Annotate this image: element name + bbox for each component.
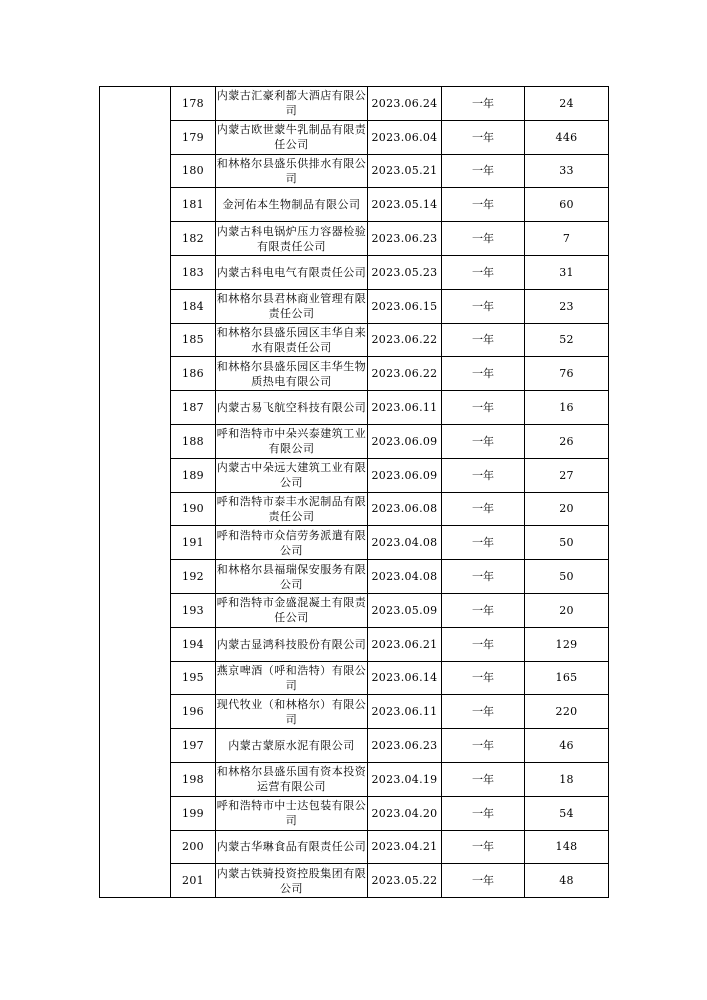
count-cell: 48 xyxy=(525,864,609,898)
count-cell: 446 xyxy=(525,120,609,154)
date-cell: 2023.06.09 xyxy=(368,458,442,492)
row-number-cell: 189 xyxy=(171,458,216,492)
term-cell: 一年 xyxy=(442,323,525,357)
count-cell: 7 xyxy=(525,222,609,256)
date-cell: 2023.06.15 xyxy=(368,289,442,323)
term-cell: 一年 xyxy=(442,222,525,256)
row-number-cell: 179 xyxy=(171,120,216,154)
date-cell: 2023.04.21 xyxy=(368,830,442,864)
row-number-cell: 182 xyxy=(171,222,216,256)
company-name-cell: 现代牧业（和林格尔）有限公司 xyxy=(216,695,368,729)
table-row xyxy=(100,87,609,121)
count-cell: 52 xyxy=(525,323,609,357)
term-cell: 一年 xyxy=(442,560,525,594)
company-name-cell: 燕京啤酒（呼和浩特）有限公司 xyxy=(216,661,368,695)
row-number-cell: 183 xyxy=(171,255,216,289)
company-name-cell: 内蒙古科电电气有限责任公司 xyxy=(216,255,368,289)
term-cell: 一年 xyxy=(442,154,525,188)
table-row xyxy=(100,526,609,560)
count-cell: 18 xyxy=(525,762,609,796)
table-row xyxy=(100,154,609,188)
date-cell: 2023.06.14 xyxy=(368,661,442,695)
row-number-cell: 198 xyxy=(171,762,216,796)
date-cell: 2023.06.24 xyxy=(368,87,442,121)
company-name-cell: 和林格尔县君林商业管理有限责任公司 xyxy=(216,289,368,323)
table-row xyxy=(100,492,609,526)
count-cell: 33 xyxy=(525,154,609,188)
count-cell: 24 xyxy=(525,87,609,121)
term-cell: 一年 xyxy=(442,695,525,729)
date-cell: 2023.05.23 xyxy=(368,255,442,289)
table-row xyxy=(100,864,609,898)
count-cell: 20 xyxy=(525,492,609,526)
row-number-cell: 184 xyxy=(171,289,216,323)
row-number-cell: 180 xyxy=(171,154,216,188)
count-cell: 129 xyxy=(525,627,609,661)
row-number-cell: 188 xyxy=(171,424,216,458)
term-cell: 一年 xyxy=(442,526,525,560)
table-row xyxy=(100,120,609,154)
row-number-cell: 178 xyxy=(171,87,216,121)
company-name-cell: 和林格尔县盛乐园区丰华自来水有限责任公司 xyxy=(216,323,368,357)
date-cell: 2023.06.04 xyxy=(368,120,442,154)
category-cell xyxy=(100,87,171,898)
company-name-cell: 内蒙古汇豪利都大酒店有限公司 xyxy=(216,87,368,121)
row-number-cell: 193 xyxy=(171,593,216,627)
term-cell: 一年 xyxy=(442,661,525,695)
row-number-cell: 196 xyxy=(171,695,216,729)
company-name-cell: 和林格尔县盛乐供排水有限公司 xyxy=(216,154,368,188)
company-name-cell: 呼和浩特市中朵兴泰建筑工业有限公司 xyxy=(216,424,368,458)
company-name-cell: 内蒙古科电锅炉压力容器检验有限责任公司 xyxy=(216,222,368,256)
company-name-cell: 内蒙古易飞航空科技有限公司 xyxy=(216,391,368,425)
table-row xyxy=(100,593,609,627)
row-number-cell: 192 xyxy=(171,560,216,594)
table-row xyxy=(100,762,609,796)
count-cell: 76 xyxy=(525,357,609,391)
company-name-cell: 和林格尔县盛乐园区丰华生物质热电有限公司 xyxy=(216,357,368,391)
table-row xyxy=(100,188,609,222)
row-number-cell: 195 xyxy=(171,661,216,695)
count-cell: 23 xyxy=(525,289,609,323)
date-cell: 2023.05.14 xyxy=(368,188,442,222)
term-cell: 一年 xyxy=(442,864,525,898)
company-name-cell: 呼和浩特市中士达包装有限公司 xyxy=(216,796,368,830)
term-cell: 一年 xyxy=(442,729,525,763)
company-name-cell: 内蒙古铁骑投资控股集团有限公司 xyxy=(216,864,368,898)
date-cell: 2023.06.23 xyxy=(368,222,442,256)
term-cell: 一年 xyxy=(442,357,525,391)
records-table xyxy=(99,86,609,898)
count-cell: 27 xyxy=(525,458,609,492)
row-number-cell: 201 xyxy=(171,864,216,898)
row-number-cell: 199 xyxy=(171,796,216,830)
company-name-cell: 内蒙古显鸿科技股份有限公司 xyxy=(216,627,368,661)
date-cell: 2023.05.21 xyxy=(368,154,442,188)
term-cell: 一年 xyxy=(442,255,525,289)
date-cell: 2023.06.08 xyxy=(368,492,442,526)
table-row xyxy=(100,255,609,289)
table-row xyxy=(100,627,609,661)
company-name-cell: 金河佑本生物制品有限公司 xyxy=(216,188,368,222)
company-name-cell: 内蒙古中朵远大建筑工业有限公司 xyxy=(216,458,368,492)
date-cell: 2023.06.11 xyxy=(368,695,442,729)
term-cell: 一年 xyxy=(442,593,525,627)
row-number-cell: 197 xyxy=(171,729,216,763)
row-number-cell: 187 xyxy=(171,391,216,425)
count-cell: 54 xyxy=(525,796,609,830)
count-cell: 50 xyxy=(525,560,609,594)
count-cell: 220 xyxy=(525,695,609,729)
date-cell: 2023.04.19 xyxy=(368,762,442,796)
term-cell: 一年 xyxy=(442,796,525,830)
company-name-cell: 内蒙古华琳食品有限责任公司 xyxy=(216,830,368,864)
count-cell: 16 xyxy=(525,391,609,425)
records-table-body xyxy=(100,87,609,898)
term-cell: 一年 xyxy=(442,830,525,864)
date-cell: 2023.06.21 xyxy=(368,627,442,661)
term-cell: 一年 xyxy=(442,391,525,425)
date-cell: 2023.06.09 xyxy=(368,424,442,458)
table-row xyxy=(100,830,609,864)
date-cell: 2023.05.09 xyxy=(368,593,442,627)
count-cell: 31 xyxy=(525,255,609,289)
term-cell: 一年 xyxy=(442,120,525,154)
count-cell: 46 xyxy=(525,729,609,763)
count-cell: 148 xyxy=(525,830,609,864)
table-row xyxy=(100,796,609,830)
date-cell: 2023.06.22 xyxy=(368,357,442,391)
term-cell: 一年 xyxy=(442,289,525,323)
table-row xyxy=(100,424,609,458)
date-cell: 2023.04.08 xyxy=(368,560,442,594)
company-name-cell: 内蒙古欧世蒙牛乳制品有限责任公司 xyxy=(216,120,368,154)
company-name-cell: 呼和浩特市金盛混凝土有限责任公司 xyxy=(216,593,368,627)
date-cell: 2023.04.08 xyxy=(368,526,442,560)
count-cell: 165 xyxy=(525,661,609,695)
table-row xyxy=(100,560,609,594)
count-cell: 60 xyxy=(525,188,609,222)
company-name-cell: 和林格尔县盛乐国有资本投资运营有限公司 xyxy=(216,762,368,796)
date-cell: 2023.05.22 xyxy=(368,864,442,898)
table-row xyxy=(100,323,609,357)
term-cell: 一年 xyxy=(442,87,525,121)
date-cell: 2023.06.22 xyxy=(368,323,442,357)
count-cell: 26 xyxy=(525,424,609,458)
term-cell: 一年 xyxy=(442,627,525,661)
term-cell: 一年 xyxy=(442,188,525,222)
table-row xyxy=(100,289,609,323)
term-cell: 一年 xyxy=(442,458,525,492)
row-number-cell: 194 xyxy=(171,627,216,661)
term-cell: 一年 xyxy=(442,424,525,458)
table-row xyxy=(100,695,609,729)
table-row xyxy=(100,391,609,425)
table-row xyxy=(100,729,609,763)
row-number-cell: 185 xyxy=(171,323,216,357)
term-cell: 一年 xyxy=(442,492,525,526)
count-cell: 50 xyxy=(525,526,609,560)
company-name-cell: 内蒙古蒙原水泥有限公司 xyxy=(216,729,368,763)
row-number-cell: 191 xyxy=(171,526,216,560)
row-number-cell: 186 xyxy=(171,357,216,391)
row-number-cell: 181 xyxy=(171,188,216,222)
row-number-cell: 200 xyxy=(171,830,216,864)
company-name-cell: 呼和浩特市泰丰水泥制品有限责任公司 xyxy=(216,492,368,526)
company-name-cell: 和林格尔县福瑞保安服务有限公司 xyxy=(216,560,368,594)
table-row xyxy=(100,222,609,256)
date-cell: 2023.04.20 xyxy=(368,796,442,830)
row-number-cell: 190 xyxy=(171,492,216,526)
count-cell: 20 xyxy=(525,593,609,627)
term-cell: 一年 xyxy=(442,762,525,796)
table-row xyxy=(100,357,609,391)
date-cell: 2023.06.23 xyxy=(368,729,442,763)
date-cell: 2023.06.11 xyxy=(368,391,442,425)
table-row xyxy=(100,458,609,492)
company-name-cell: 呼和浩特市众信劳务派遣有限公司 xyxy=(216,526,368,560)
table-row xyxy=(100,661,609,695)
